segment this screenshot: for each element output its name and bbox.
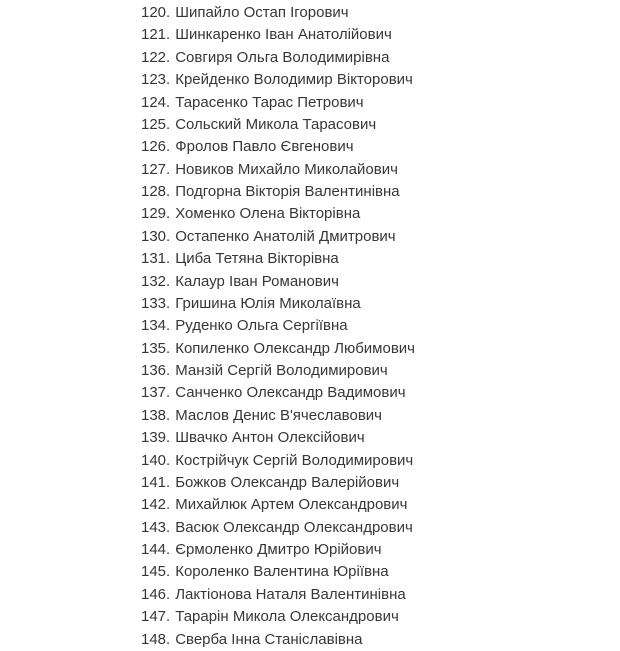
list-item (141, 69, 415, 91)
list-item-number: 135. (141, 339, 171, 357)
list-item (141, 494, 415, 516)
list-item (141, 271, 415, 293)
list-item-number: 128. (141, 183, 171, 200)
list-item (141, 539, 415, 561)
list-item (141, 181, 415, 203)
list-item-name: Маслов Денис В'ячеславович (175, 406, 382, 424)
list-item-number: 120. (141, 4, 171, 21)
list-item-number: 131. (141, 250, 171, 268)
list-item (141, 92, 415, 114)
list-item-number: 147. (141, 608, 171, 626)
list-item (141, 203, 415, 225)
list-item-name: Руденко Ольга Сергіївна (175, 317, 348, 335)
list-item-name: Остапенко Анатолій Дмитрович (175, 227, 396, 245)
list-item (141, 561, 415, 583)
list-item-name: Фролов Павло Євгенович (175, 138, 354, 156)
list-item (141, 517, 415, 539)
list-item-name: Васюк Олександр Олександрович (175, 518, 413, 536)
list-item (141, 2, 415, 24)
list-item-number: 141. (141, 473, 171, 491)
list-item-number: 146. (141, 585, 171, 603)
list-item (141, 114, 415, 136)
list-item (141, 248, 415, 270)
list-item-number: 137. (141, 384, 171, 402)
list-item-number: 143. (141, 518, 171, 536)
list-item (141, 450, 415, 472)
list-item-number: 148. (141, 630, 171, 648)
list-item-number: 133. (141, 294, 171, 312)
list-item-number: 130. (141, 227, 171, 245)
list-item-name: Сверба Інна Станіславівна (175, 630, 363, 648)
list-item-number: 121. (141, 26, 171, 44)
list-item-number: 126. (141, 138, 171, 156)
list-item-name: Михайлюк Артем Олександрович (175, 496, 408, 514)
list-item-name: Тарарін Микола Олександрович (175, 608, 399, 626)
list-item (141, 226, 415, 248)
list-item-name: Єрмоленко Дмитро Юрійович (175, 541, 382, 558)
list-item-name: Лактіонова Наталя Валентинівна (175, 585, 406, 603)
list-item-number: 136. (141, 362, 171, 379)
list-item-name: Подгорна Вікторія Валентинівна (175, 183, 400, 200)
list-item-name: Санченко Олександр Вадимович (175, 384, 406, 402)
list-item (141, 47, 415, 69)
list-item (141, 293, 415, 315)
list-item-number: 125. (141, 115, 171, 133)
list-item (141, 629, 415, 651)
list-item (141, 405, 415, 427)
list-item-name: Копиленко Олександр Любимович (175, 339, 415, 357)
list-item-name: Хоменко Олена Вікторівна (175, 205, 361, 223)
list-item (141, 136, 415, 158)
list-item (141, 584, 415, 606)
list-item (141, 606, 415, 628)
list-item-number: 122. (141, 48, 171, 66)
list-item-name: Шинкаренко Іван Анатолійович (175, 26, 392, 44)
list-item-name: Швачко Антон Олексійович (175, 429, 365, 447)
list-item-name: Манзій Сергій Володимирович (175, 362, 388, 379)
list-item-name: Шипайло Остап Ігорович (175, 4, 349, 21)
list-item-name: Совгиря Ольга Володимирівна (175, 48, 390, 66)
list-item (141, 427, 415, 449)
list-item-number: 123. (141, 71, 171, 89)
list-item-number: 145. (141, 563, 171, 581)
list-item-number: 132. (141, 272, 171, 290)
list-item-number: 124. (141, 93, 171, 111)
list-item (141, 24, 415, 46)
list-item (141, 315, 415, 337)
list-item (141, 159, 415, 181)
list-item-name: Калаур Іван Романович (175, 272, 339, 290)
list-item (141, 360, 415, 382)
list-item-number: 129. (141, 205, 171, 223)
list-item-name: Короленко Валентина Юріївна (175, 563, 389, 581)
numbered-name-list (141, 2, 415, 651)
list-item-number: 142. (141, 496, 171, 514)
list-item-name: Божков Олександр Валерійович (175, 473, 400, 491)
list-item (141, 382, 415, 404)
list-item (141, 338, 415, 360)
list-item-number: 144. (141, 541, 171, 558)
list-item-name: Тарасенко Тарас Петрович (175, 93, 364, 111)
list-item-name: Новиков Михайло Миколайович (175, 160, 398, 178)
list-item-number: 139. (141, 429, 171, 447)
list-item-name: Кострійчук Сергій Володимирович (175, 451, 414, 469)
list-item-name: Крейденко Володимир Вікторович (175, 71, 413, 89)
list-item-name: Гришина Юлія Миколаївна (175, 294, 361, 312)
list-item-name: Сольский Микола Тарасович (175, 115, 377, 133)
list-item (141, 472, 415, 494)
list-item-number: 140. (141, 451, 171, 469)
list-item-name: Циба Тетяна Вікторівна (175, 250, 339, 268)
list-item-number: 127. (141, 160, 171, 178)
list-item-number: 134. (141, 317, 171, 335)
list-item-number: 138. (141, 406, 171, 424)
